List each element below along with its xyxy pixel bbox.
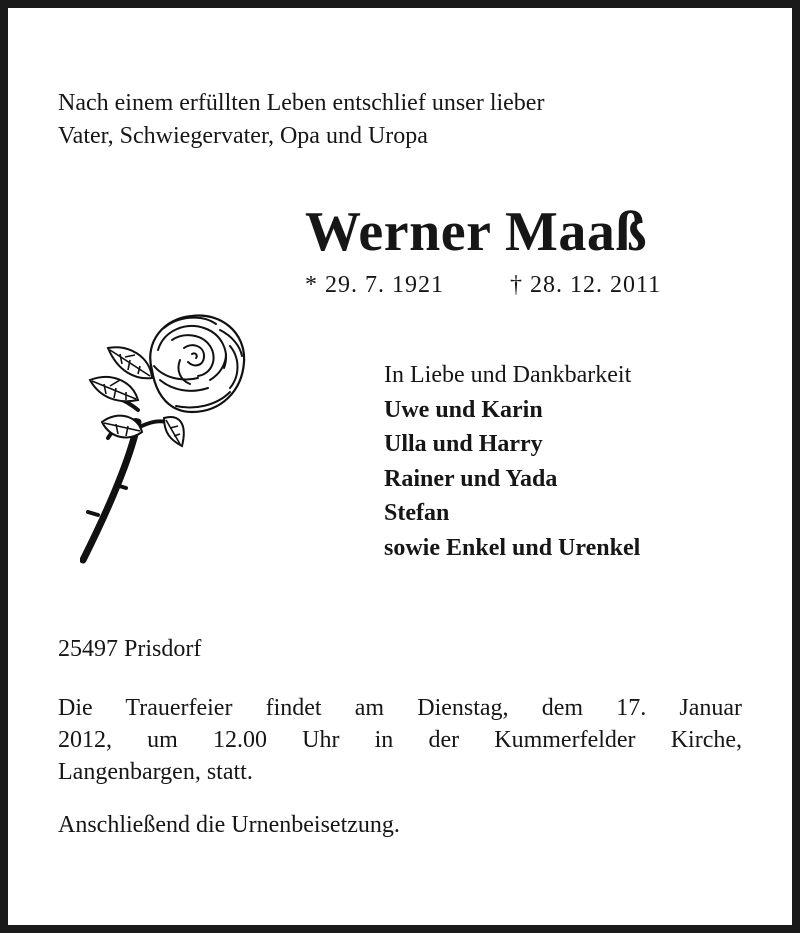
intro-text [58,87,544,153]
family-member: Rainer und Yada [384,465,558,492]
deceased-name: Werner Maaß [305,201,647,263]
family-intro: In Liebe und Dankbarkeit [384,362,632,388]
family-list [384,358,640,565]
funeral-line: Langenbargen, statt. [58,759,253,785]
family-member: Uwe und Karin [384,396,543,423]
intro-line: Vater, Schwiegervater, Opa und Uropa [58,123,428,149]
funeral-line: 2012, um 12.00 Uhr in der Kummerfelder Kirche, [58,727,742,753]
life-dates [305,272,661,299]
family-member: Ulla und Harry [384,431,543,457]
burial-text: Anschließend die Urnenbeisetzung. [58,812,400,838]
birth-date: * 29. 7. 1921 [305,272,444,298]
place-text: 25497 Prisdorf [58,636,202,662]
family-member: sowie Enkel und Urenkel [384,534,641,561]
funeral-text [58,692,742,788]
death-date: † 28. 12. 2011 [510,272,662,298]
rose-icon [80,310,255,565]
intro-line: Nach einem erfüllten Leben entschlief unser lieber [58,90,545,116]
funeral-line: Die Trauerfeier findet am Dienstag, dem 17. Januar [58,695,742,721]
family-member: Stefan [384,500,450,526]
